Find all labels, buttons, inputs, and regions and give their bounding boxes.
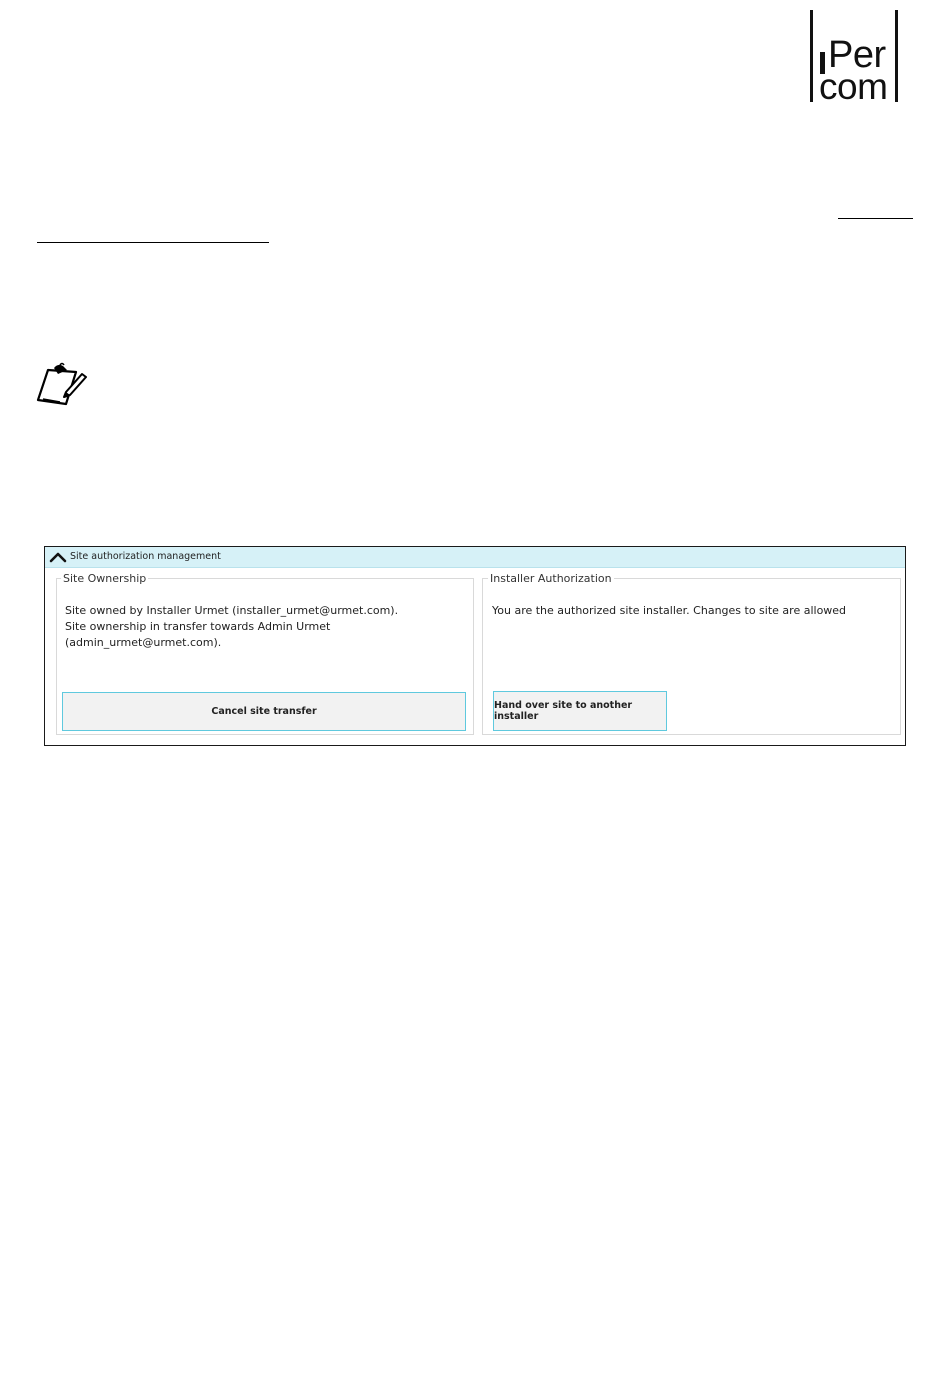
installer-authorization-group xyxy=(482,572,901,735)
link-underline xyxy=(37,242,269,243)
link-underline xyxy=(838,218,913,219)
site-authorization-panel xyxy=(44,546,906,746)
hand-over-site-button[interactable]: Hand over site to another installer xyxy=(493,691,667,731)
site-ownership-group xyxy=(56,572,474,735)
panel-title: Site authorization management xyxy=(70,551,221,562)
chevron-up-icon[interactable] xyxy=(49,551,67,563)
panel-header[interactable] xyxy=(45,547,905,568)
ipercom-logo xyxy=(808,10,900,107)
site-ownership-legend: Site Ownership xyxy=(63,572,147,585)
logo-text-line2: com xyxy=(819,66,888,107)
installer-authorization-text: You are the authorized site installer. Changes to site are allowed xyxy=(492,604,847,617)
logo-right-bar xyxy=(895,10,898,102)
clipboard-pencil-icon xyxy=(36,362,88,408)
site-ownership-text: Site owned by Installer Urmet (installer_urmet@urmet.com). Site ownership in transfer towards Admin Urmet (admin_urmet@urmet.com). xyxy=(65,604,399,649)
cancel-site-transfer-button[interactable]: Cancel site transfer xyxy=(62,692,466,731)
logo-left-bar xyxy=(810,10,813,102)
installer-authorization-legend: Installer Authorization xyxy=(490,572,612,585)
logo-text-line1: Per xyxy=(828,34,886,76)
